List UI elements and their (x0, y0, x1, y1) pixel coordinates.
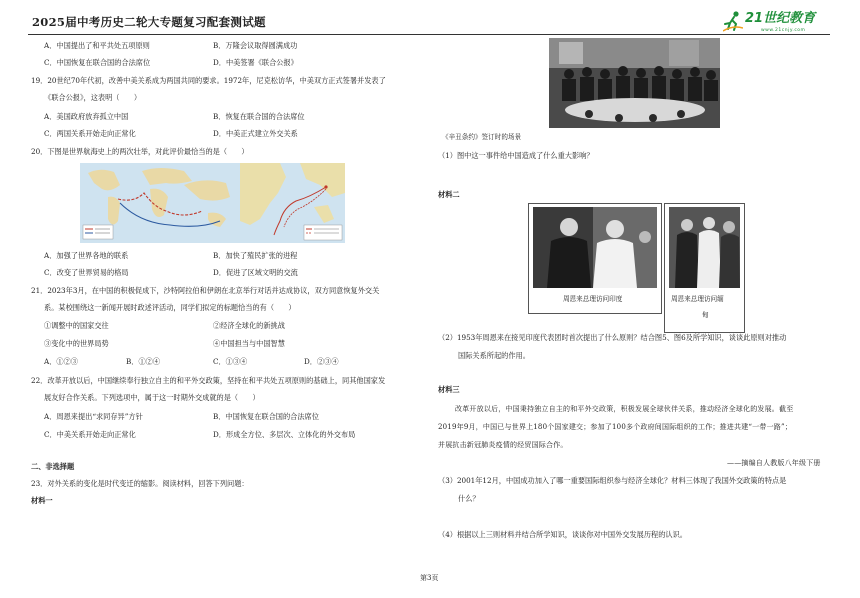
q18-option-b: B．万隆会议取得圆满成功 (213, 41, 298, 50)
q22-stem-line1: 22．改革开放以后，中国继续奉行独立自主的和平外交政策，坚持在和平共处五项原则的基础上，同其他国家发 (31, 376, 386, 385)
q21-option-a: A．①②③ (44, 357, 78, 366)
zhou-burma-photo (669, 207, 740, 288)
q22-stem-line2: 展友好合作关系。下列选项中，属于这一时期外交成就的是（ ） (44, 393, 260, 402)
material-3-line2: 2019年9月，中国已与世界上180个国家建交；参加了100多个政府间国际组织的工作；推进共建“一带一路”； (438, 423, 792, 431)
q18-option-a: A．中国提出了和平共处五项原则 (44, 41, 150, 50)
q20-option-b: B．加快了殖民扩张的进程 (213, 251, 298, 260)
section-heading-nonchoice: 二、非选择题 (31, 462, 75, 471)
material-3-label: 材料三 (438, 385, 460, 394)
site-logo (723, 10, 835, 34)
q22-option-b: B．中国恢复在联合国的合法席位 (213, 412, 319, 421)
q19-option-c: C．两国关系开始走向正常化 (44, 129, 136, 138)
q23-sub2-line1: （2）1953年周恩来在接见印度代表团时首次提出了什么原则？结合图5、图6及所学知识，谈谈此原则对推动 (438, 333, 787, 342)
page-number: 第3页 (420, 574, 439, 582)
q23-sub4: （4）根据以上三则材料并结合所学知识，谈谈你对中国外交发展历程的认识。 (438, 530, 687, 539)
q19-stem-line1: 19．20世纪70年代初，改善中美关系成为两国共同的要求。1972年，尼克松访华，中美双方正式签署并发表了 (31, 76, 386, 85)
q18-option-c: C．中国恢复在联合国的合法席位 (44, 58, 151, 67)
zhou-india-photo (533, 207, 657, 288)
q18-option-d: D．中美签署《联合公报》 (213, 58, 298, 67)
voyage-map-left (80, 163, 240, 243)
q19-option-b: B．恢复在联合国的合法席位 (213, 112, 305, 121)
voyage-route-map-image (240, 163, 345, 243)
treaty-signing-photo (549, 38, 720, 128)
q23-sub3-line2: 什么？ (458, 494, 480, 503)
treaty-photo-caption: 《辛丑条约》签订时的场景 (442, 133, 522, 141)
material-2-label: 材料二 (438, 190, 460, 199)
q21-item-4: ④中国担当与中国智慧 (213, 339, 285, 348)
q21-stem-line1: 21．2023年3月，在中国的积极促成下，沙特阿拉伯和伊朗在北京举行对话并达成协议，双方同意恢复外交关 (31, 286, 380, 295)
q20-option-d: D．促进了区域文明的交流 (213, 268, 298, 277)
q22-option-c: C．中美关系开始走向正常化 (44, 430, 136, 439)
q23-sub1: （1）图中这一事件给中国造成了什么重大影响？ (438, 151, 594, 160)
page-header-title: 2025届中考历史二轮大专题复习配套测试题 (32, 15, 266, 29)
burma-photo-caption-line1: 周恩来总理访问缅 (671, 295, 724, 303)
burma-photo-caption-line2: 甸 (702, 311, 709, 319)
q19-option-d: D．中美正式建立外交关系 (213, 129, 298, 138)
q21-option-d: D．②③④ (304, 357, 339, 366)
q21-item-1: ①调整中的国家交往 (44, 321, 109, 330)
zhou-india-photo-image (533, 207, 657, 288)
photo-box-india (528, 203, 662, 314)
q21-option-b: B．①②④ (126, 357, 161, 366)
logo-url-text: www.21cnjy.com (761, 28, 806, 33)
material-3-line1: 改革开放以后，中国秉持独立自主的和平外交政策，积极发展全球伙伴关系，推动经济全球化的发展。截至 (455, 405, 794, 413)
material-3-line3: 并展抗击新冠肺炎疫情的经贸国际合作。 (438, 441, 568, 449)
voyage-map-right (240, 163, 345, 243)
q23-sub2-line2: 国际关系所起的作用。 (458, 351, 530, 360)
q20-option-a: A．加强了世界各地的联系 (44, 251, 129, 260)
q20-option-c: C．改变了世界贸易的格局 (44, 268, 129, 277)
q23-sub3-line1: （3）2001年12月，中国成功加入了哪一重要国际组织参与经济全球化？材料三体现了我国外交政策的特点是 (438, 476, 787, 485)
runner-logo-icon (723, 10, 743, 32)
q21-stem-line2: 系。某校围绕这一新闻开展时政述评活动，同学们拟定的标题恰当的有（ ） (44, 303, 296, 312)
q22-option-a: A．周恩来提出“求同存异”方针 (44, 412, 143, 421)
logo-brand-text: 21世纪教育 (745, 11, 816, 26)
world-map-image (80, 163, 240, 243)
q21-item-2: ②经济全球化的新挑战 (213, 321, 285, 330)
q20-stem: 20．下图是世界航海史上的两次壮举，对此评价最恰当的是（ ） (31, 147, 249, 156)
q21-item-3: ③变化中的世界局势 (44, 339, 109, 348)
header-rule (28, 34, 830, 35)
q19-option-a: A．美国政府放弃孤立中国 (44, 112, 129, 121)
q21-option-c: C．①③④ (213, 357, 248, 366)
treaty-photo-image (549, 38, 720, 128)
photo-box-burma (664, 203, 745, 333)
material-1-label: 材料一 (31, 496, 53, 505)
q22-option-d: D．形成全方位、多层次、立体化的外交布局 (213, 430, 356, 439)
zhou-burma-photo-image (669, 207, 740, 288)
india-photo-caption: 周恩来总理访问印度 (563, 295, 623, 303)
q19-stem-line2: 《联合公报》，这表明（ ） (44, 93, 142, 102)
material-3-source: ——摘编自人教版八年级下册 (727, 459, 821, 467)
q23-stem: 23．对外关系的变化是时代变迁的缩影。阅读材料，回答下列问题： (31, 479, 249, 488)
